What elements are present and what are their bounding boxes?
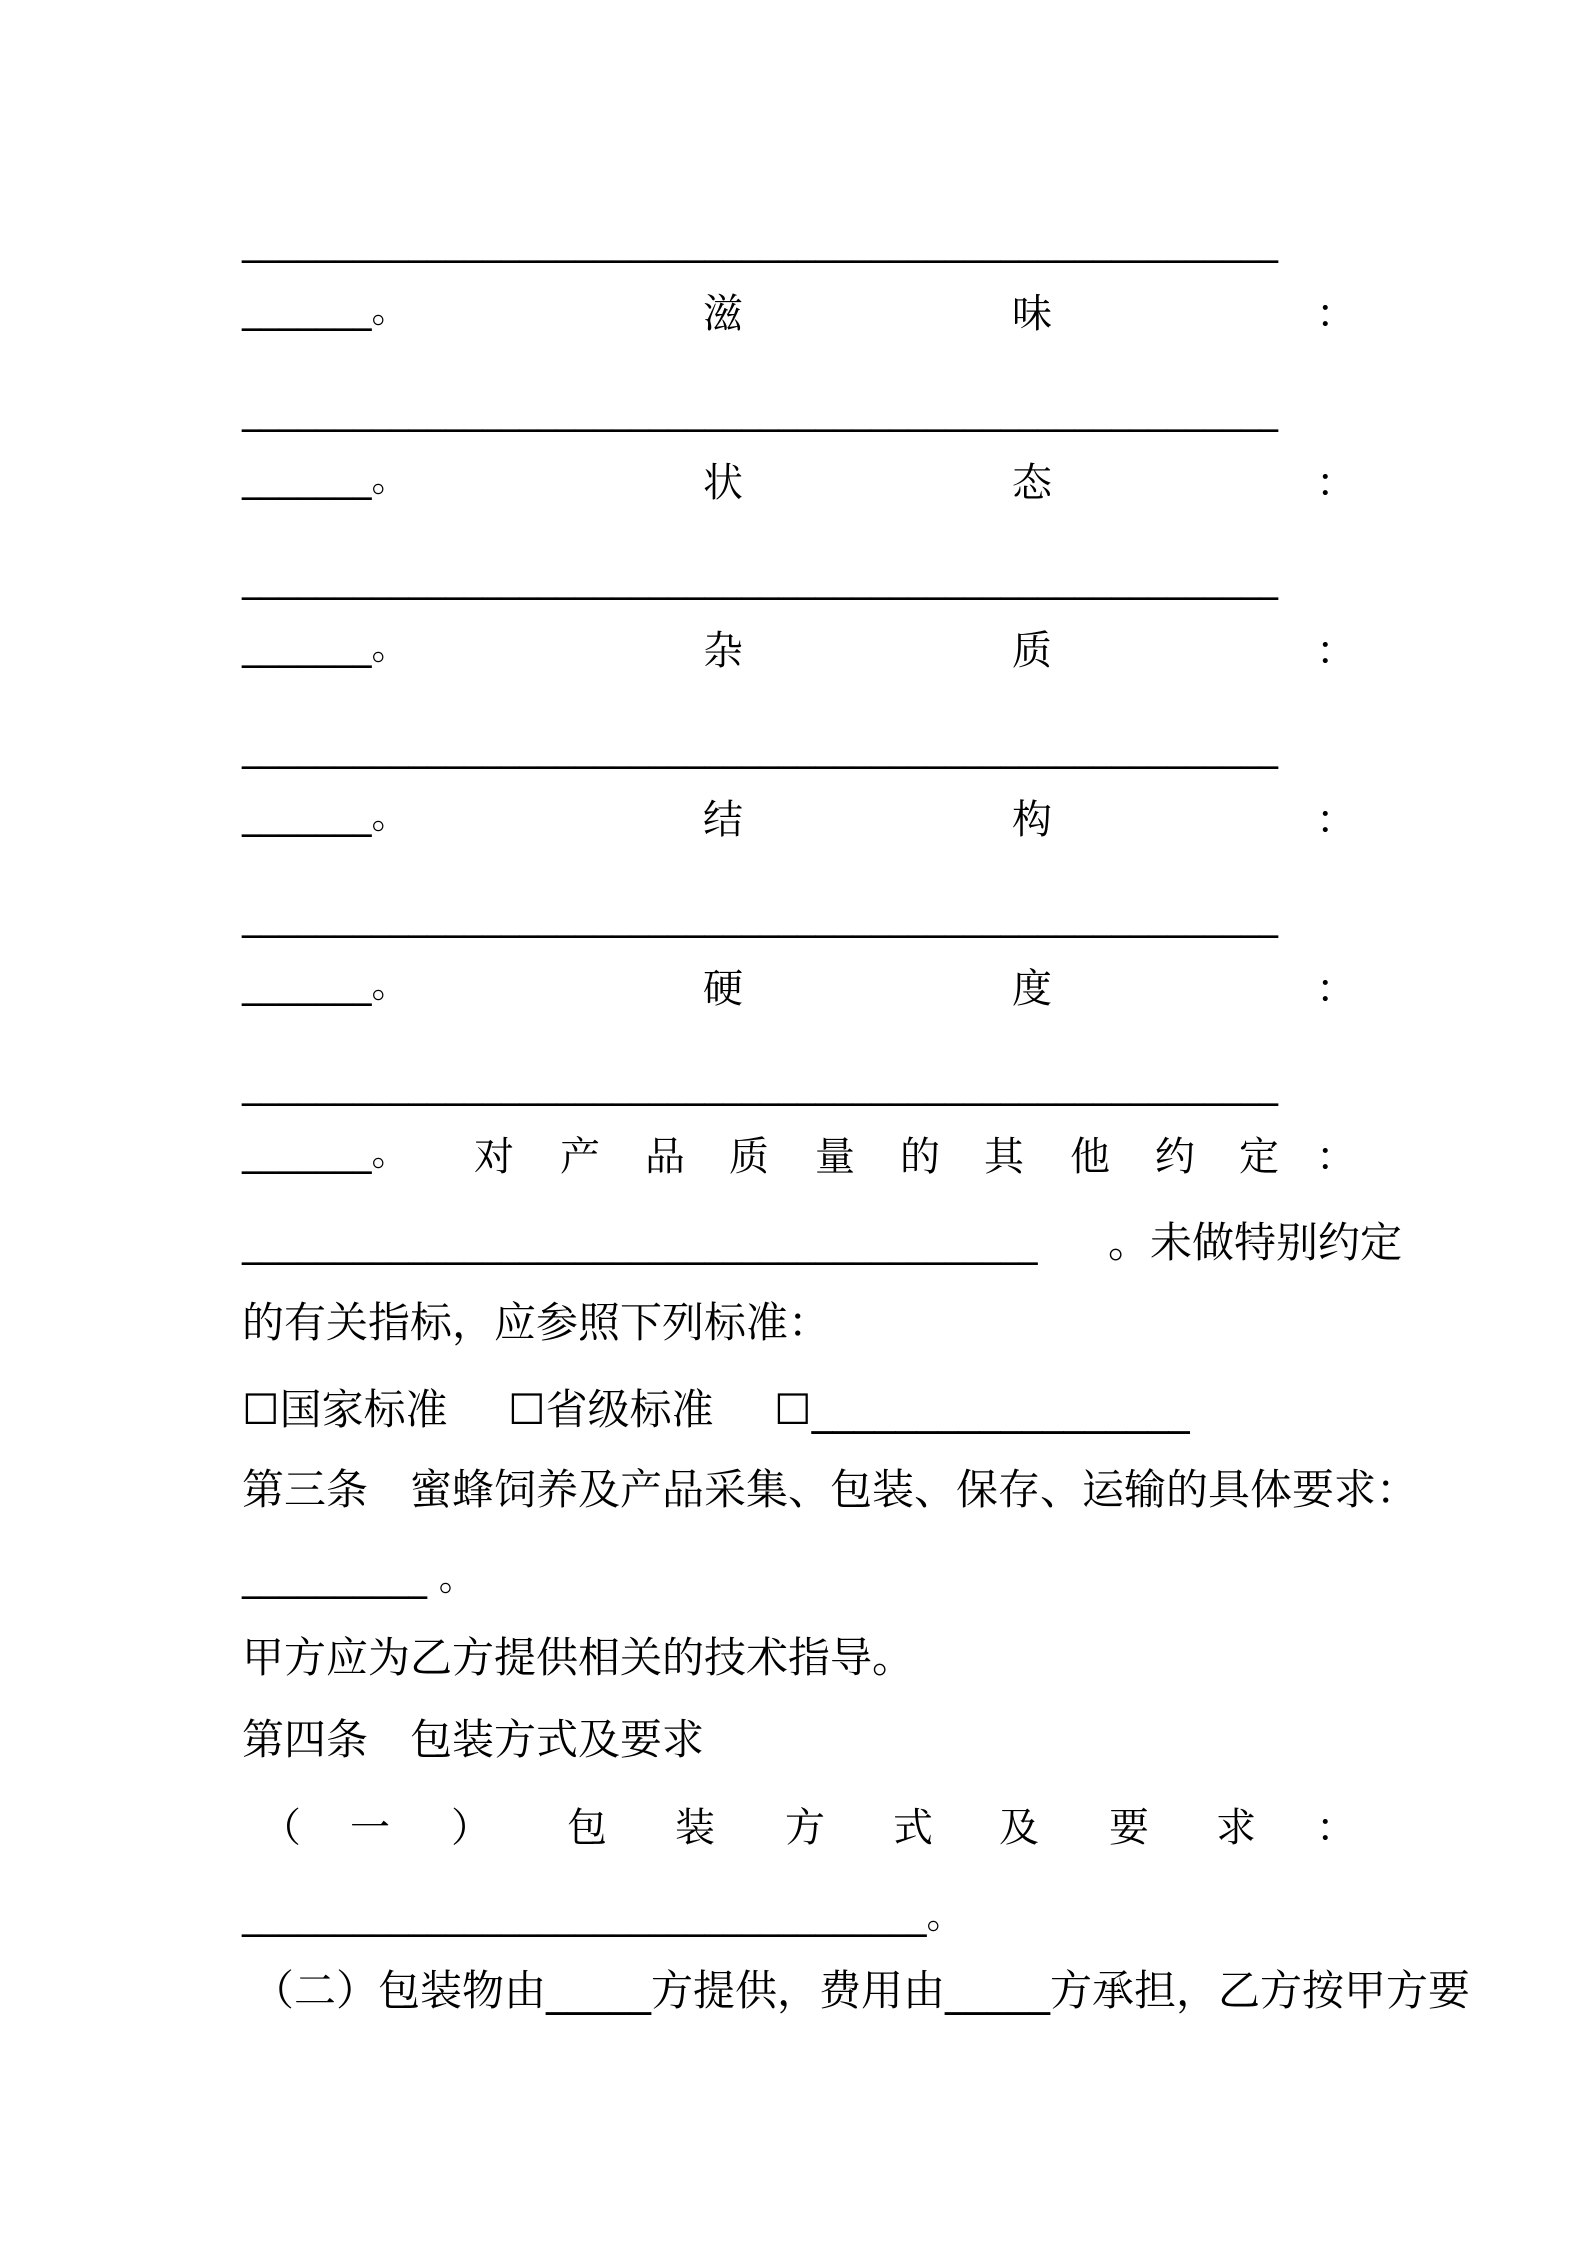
- item-label-char: 味: [1012, 291, 1052, 337]
- item-colon: ：: [1316, 966, 1356, 1012]
- item-label-char: 滋: [703, 291, 743, 337]
- spaced-char: （: [261, 1805, 301, 1851]
- fill-rule-line: ________________________________________________________: [242, 895, 1278, 938]
- spaced-char: 求: [1216, 1805, 1256, 1851]
- article-4-title: 第四条 包装方式及要求: [242, 1715, 705, 1764]
- fill-rule-line: ________________________________________________________: [242, 220, 1278, 263]
- item-label-char: 杂: [703, 628, 743, 674]
- spaced-char: 其: [984, 1134, 1024, 1180]
- spaced-char: 产: [560, 1134, 600, 1180]
- spaced-char: 包: [567, 1805, 607, 1851]
- spaced-char: 式: [893, 1805, 933, 1851]
- spaced-char: 量: [815, 1134, 855, 1180]
- article-3-blank: __________ 。: [242, 1556, 476, 1599]
- spaced-char: 对: [474, 1134, 514, 1180]
- item-colon: ：: [1316, 460, 1356, 506]
- item-colon: ：: [1316, 291, 1356, 337]
- other-blank: _______。: [242, 1131, 409, 1174]
- item-colon: ：: [1316, 628, 1356, 674]
- item-label-char: 结: [703, 797, 743, 843]
- item-label-char: 构: [1012, 797, 1052, 843]
- checkbox-other-standard[interactable]: ☐__________________: [774, 1385, 1190, 1434]
- spaced-char: 装: [675, 1805, 715, 1851]
- body-text: 。未做特别约定: [1108, 1218, 1403, 1267]
- spaced-char: 的: [900, 1134, 940, 1180]
- fill-rule-line: ________________________________________________________: [242, 726, 1278, 769]
- spaced-char: 约: [1155, 1134, 1195, 1180]
- item-colon: ：: [1316, 1134, 1356, 1180]
- item-label-char: 硬: [703, 966, 743, 1012]
- item-blank: _______。: [242, 794, 409, 837]
- article-3-title: 第三条 蜜蜂饲养及产品采集、包装、保存、运输的具体要求：: [242, 1465, 1419, 1514]
- item-blank: _______。: [242, 457, 409, 500]
- item-blank: _______。: [242, 963, 409, 1006]
- item-label-char: 态: [1012, 460, 1052, 506]
- long-blank: ___________________________________________: [242, 1222, 1038, 1265]
- fill-rule-line: ________________________________________________________: [242, 389, 1278, 432]
- body-text: 甲方应为乙方提供相关的技术指导。: [242, 1633, 915, 1682]
- item-blank: _______。: [242, 288, 409, 331]
- item-label-char: 质: [1012, 628, 1052, 674]
- item-colon: ：: [1316, 1805, 1356, 1851]
- spaced-char: 要: [1109, 1805, 1149, 1851]
- spaced-char: 品: [645, 1134, 685, 1180]
- spaced-char: 方: [785, 1805, 825, 1851]
- spaced-char: 定: [1239, 1134, 1279, 1180]
- checkbox-provincial-standard[interactable]: ☐省级标准: [508, 1385, 714, 1434]
- spaced-char: 质: [729, 1134, 769, 1180]
- long-blank: _____________________________________。: [242, 1894, 964, 1937]
- fill-rule-line: ________________________________________________________: [242, 557, 1278, 600]
- item-colon: ：: [1316, 797, 1356, 843]
- spaced-char: ）: [451, 1805, 491, 1851]
- fill-rule-line: ________________________________________________________: [242, 1063, 1278, 1106]
- spaced-char: 一: [350, 1805, 390, 1851]
- spaced-char: 及: [999, 1805, 1039, 1851]
- body-text: （二）包装物由_____方提供，费用由_____方承担，乙方按甲方要: [252, 1966, 1471, 2015]
- spaced-char: 他: [1070, 1134, 1110, 1180]
- body-text: 的有关指标，应参照下列标准：: [242, 1298, 831, 1347]
- item-blank: _______。: [242, 625, 409, 668]
- item-label-char: 状: [703, 460, 743, 506]
- item-label-char: 度: [1012, 966, 1052, 1012]
- checkbox-national-standard[interactable]: ☐国家标准: [242, 1385, 448, 1434]
